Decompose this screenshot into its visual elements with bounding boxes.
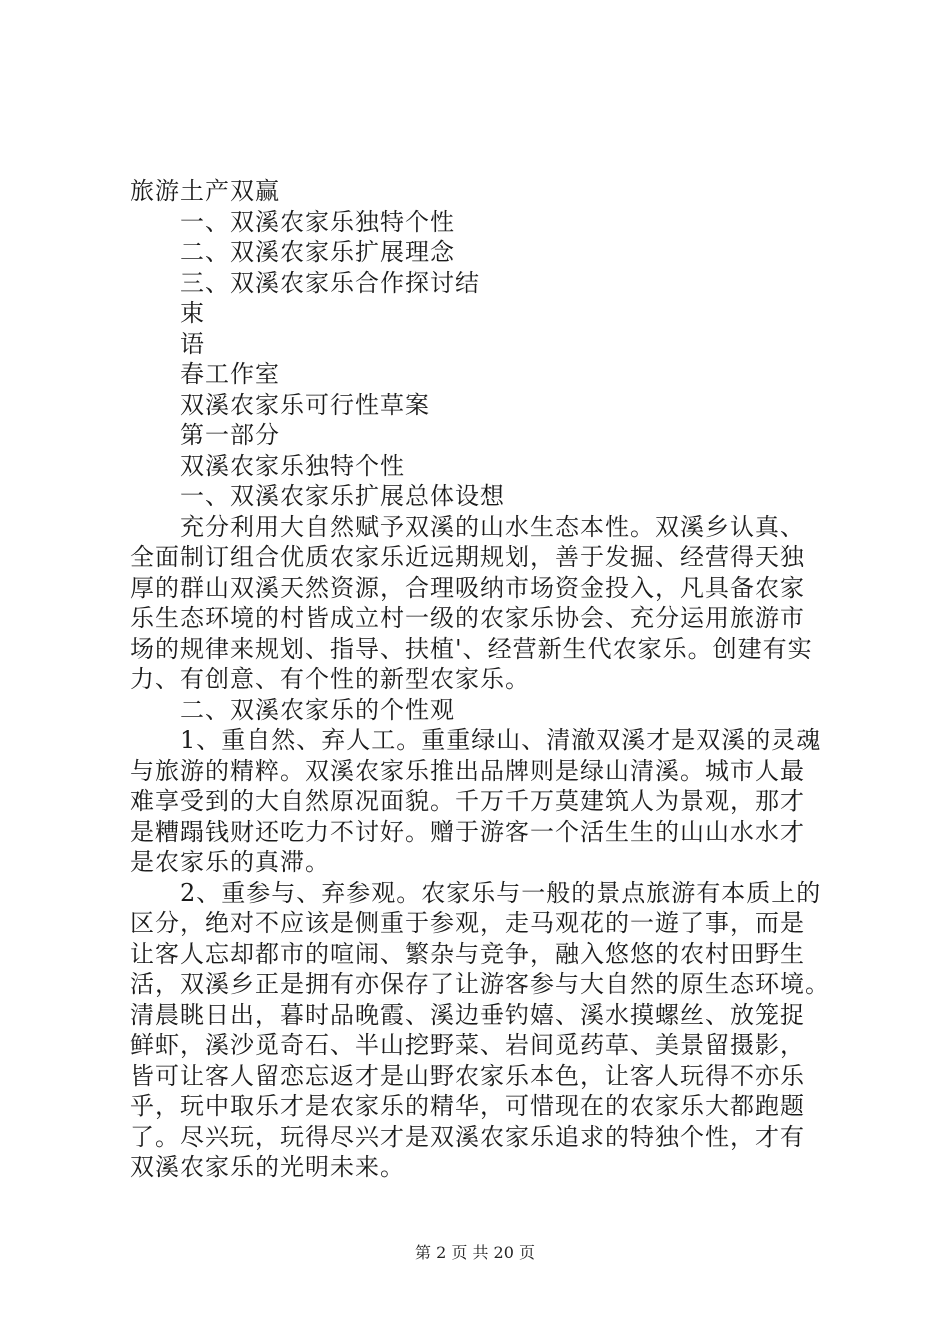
paragraph-line: 场的规律来规划、指导、扶植'、经营新生代农家乐。创建有实 (130, 634, 813, 663)
subsection-heading: 二、双溪农家乐的个性观 (180, 695, 455, 724)
paragraph-line: 乐生态环境的村皆成立村一级的农家乐协会、充分运用旅游市 (130, 604, 805, 632)
paragraph-line: 是糟蹋钱财还吃力不讨好。赠于游客一个活生生的山山水水才 (130, 817, 805, 846)
document-title: 双溪农家乐可行性草案 (180, 390, 430, 419)
toc-item: 三、双溪农家乐合作探讨结 (180, 268, 480, 297)
toc-item: 束 (180, 299, 205, 327)
paragraph-line: 充分利用大自然赋予双溪的山水生态本性。双溪乡认真、 (180, 512, 805, 541)
paragraph-line: 2、重参与、弃参观。农家乐与一般的景点旅游有本质上的 (180, 878, 822, 907)
author-line: 春工作室 (180, 360, 280, 388)
toc-item: 二、双溪农家乐扩展理念 (180, 238, 455, 266)
paragraph-line: 皆可让客人留恋忘返才是山野农家乐本色，让客人玩得不亦乐 (130, 1061, 805, 1090)
toc-item: 语 (180, 329, 205, 358)
page-number-footer: 第 2 页 共 20 页 (415, 1243, 535, 1262)
paragraph-line: 让客人忘却都市的喧闹、繁杂与竞争，融入悠悠的农村田野生 (130, 939, 805, 968)
paragraph-line: 活，双溪乡正是拥有亦保存了让游客参与大自然的原生态环境。 (130, 970, 830, 998)
paragraph-line: 了。尽兴玩，玩得尽兴才是双溪农家乐追求的特独个性，才有 (130, 1122, 805, 1151)
document-body (130, 176, 840, 1183)
paragraph-line: 是农家乐的真滞。 (130, 848, 330, 876)
toc-item: 一、双溪农家乐独特个性 (180, 207, 455, 236)
paragraph-line: 全面制订组合优质农家乐近远期规划，善于发掘、经营得天独 (130, 543, 805, 571)
paragraph-line: 厚的群山双溪天然资源，合理吸纳市场资金投入，凡具备农家 (130, 573, 805, 602)
paragraph-line: 与旅游的精粹。双溪农家乐推出品牌则是绿山清溪。城市人最 (130, 756, 805, 785)
paragraph-line: 清晨眺日出，暮时品晚霞、溪边垂钓嬉、溪水摸螺丝、放笼捉 (130, 1000, 805, 1029)
paragraph-line: 难享受到的大自然原况面貌。千万千万莫建筑人为景观，那才 (130, 787, 805, 815)
paragraph-line: 双溪农家乐的光明未来。 (130, 1153, 405, 1181)
paragraph-line: 力、有创意、有个性的新型农家乐。 (130, 665, 530, 693)
paragraph-line: 区分，绝对不应该是侧重于参观，走马观花的一遊了事，而是 (130, 909, 805, 937)
heading-line: 旅游土产双赢 (130, 177, 280, 205)
paragraph-line: 鲜虾，溪沙觅奇石、半山挖野菜、岩间觅药草、美景留摄影， (130, 1031, 805, 1059)
subsection-heading: 一、双溪农家乐扩展总体设想 (180, 482, 505, 510)
part-heading: 第一部分 (180, 421, 280, 449)
section-heading: 双溪农家乐独特个性 (180, 451, 405, 480)
paragraph-line: 乎，玩中取乐才是农家乐的精华，可惜现在的农家乐大都跑题 (130, 1092, 805, 1120)
paragraph-line: 1、重自然、弃人工。重重绿山、清澈双溪才是双溪的灵魂 (180, 726, 822, 754)
